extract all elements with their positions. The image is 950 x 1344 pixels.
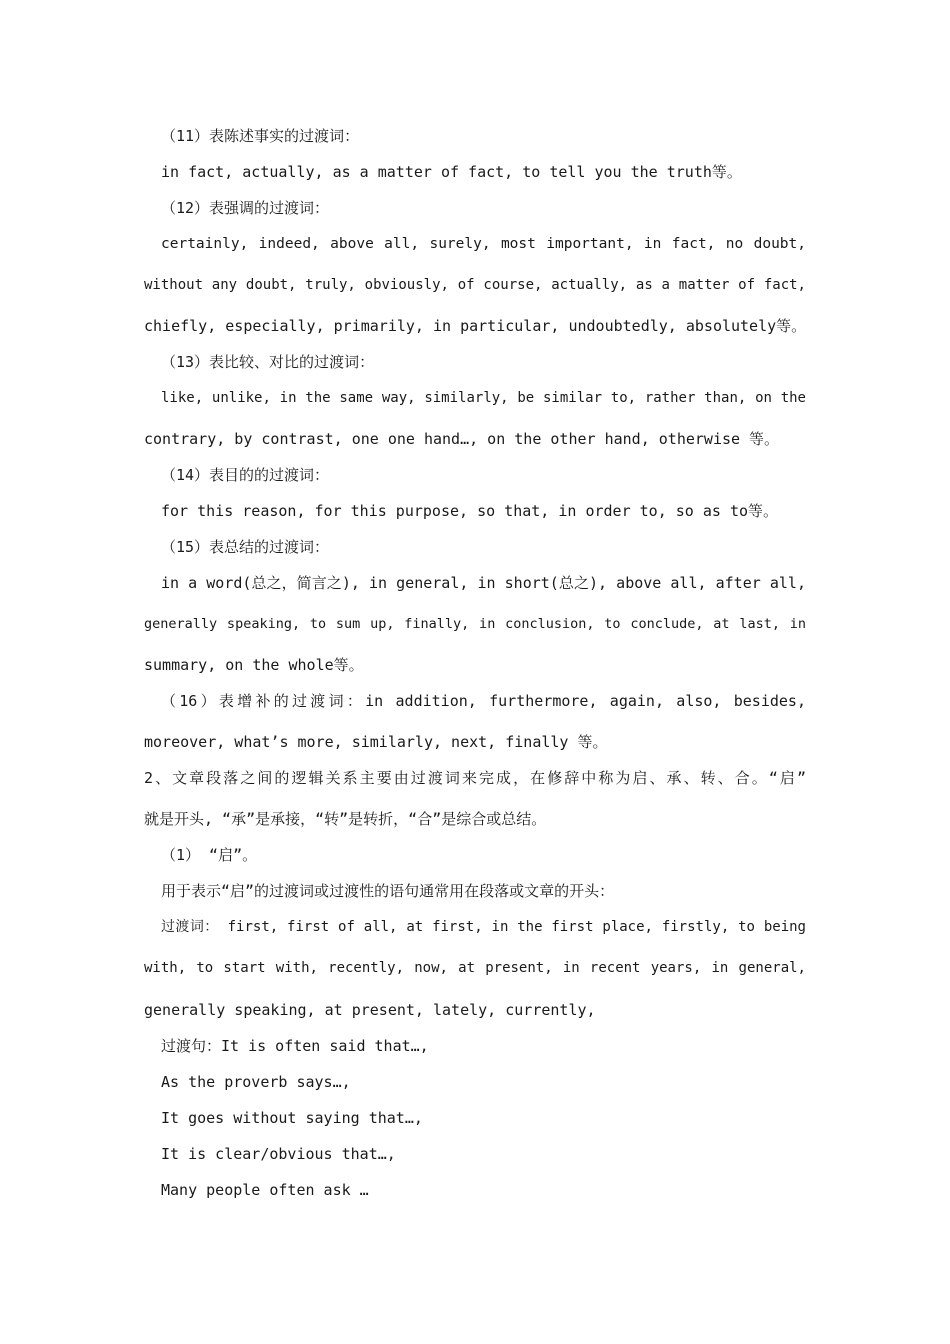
text-line: generally speaking, at present, lately, currently, xyxy=(144,1001,596,1019)
heading-15: （15）表总结的过渡词： xyxy=(161,538,330,556)
transition-sentence: 过渡句：It is often said that…, xyxy=(161,1037,429,1055)
text-line: with, to start with, recently, now, at present, in recent years, in general, xyxy=(144,960,806,976)
transition-sentence: Many people often ask … xyxy=(161,1181,369,1199)
text-line: generally speaking, to sum up, finally, in conclusion, to conclude, at last, in xyxy=(144,616,806,632)
text-line: in fact, actually, as a matter of fact, to tell you the truth等。 xyxy=(161,163,742,181)
text-line: moreover, what’s more, similarly, next, finally 等。 xyxy=(144,733,608,751)
text-line: like, unlike, in the same way, similarly, be similar to, rather than, on the xyxy=(161,390,806,406)
section-2-paragraph: 2、文章段落之间的逻辑关系主要由过渡词来完成，在修辞中称为启、承、转、合。“启” xyxy=(144,769,806,787)
heading-11: （11）表陈述事实的过渡词： xyxy=(161,127,360,145)
transition-sentence: As the proverb says…, xyxy=(161,1073,351,1091)
text-line: 过渡词： first, first of all, at first, in the first place, firstly, to being xyxy=(161,919,806,935)
heading-13: （13）表比较、对比的过渡词： xyxy=(161,353,375,371)
text-line: in a word(总之，简言之), in general, in short(总之), above all, after all, xyxy=(161,574,806,592)
heading-12: （12）表强调的过渡词： xyxy=(161,199,330,217)
text-line: for this reason, for this purpose, so that, in order to, so as to等。 xyxy=(161,502,778,520)
text-line: contrary, by contrast, one one hand…, on the other hand, otherwise 等。 xyxy=(144,430,780,448)
text-line: 用于表示“启”的过渡词或过渡性的语句通常用在段落或文章的开头： xyxy=(161,882,615,900)
text-line: certainly, indeed, above all, surely, most important, in fact, no doubt, xyxy=(161,236,806,252)
heading-16: （16）表增补的过渡词：in addition, furthermore, again, also, besides, xyxy=(161,692,806,710)
heading-14: （14）表目的的过渡词： xyxy=(161,466,330,484)
text-line: 就是开头, “承”是承接，“转”是转折，“合”是综合或总结。 xyxy=(144,810,547,828)
transition-sentence: It goes without saying that…, xyxy=(161,1109,423,1127)
text-line: summary, on the whole等。 xyxy=(144,656,364,674)
text-line: chiefly, especially, primarily, in particular, undoubtedly, absolutely等。 xyxy=(144,317,807,335)
subheading-qi: （1） “启”。 xyxy=(161,846,258,864)
text-line: without any doubt, truly, obviously, of course, actually, as a matter of fact, xyxy=(144,277,806,293)
transition-sentence: It is clear/obvious that…, xyxy=(161,1145,396,1163)
